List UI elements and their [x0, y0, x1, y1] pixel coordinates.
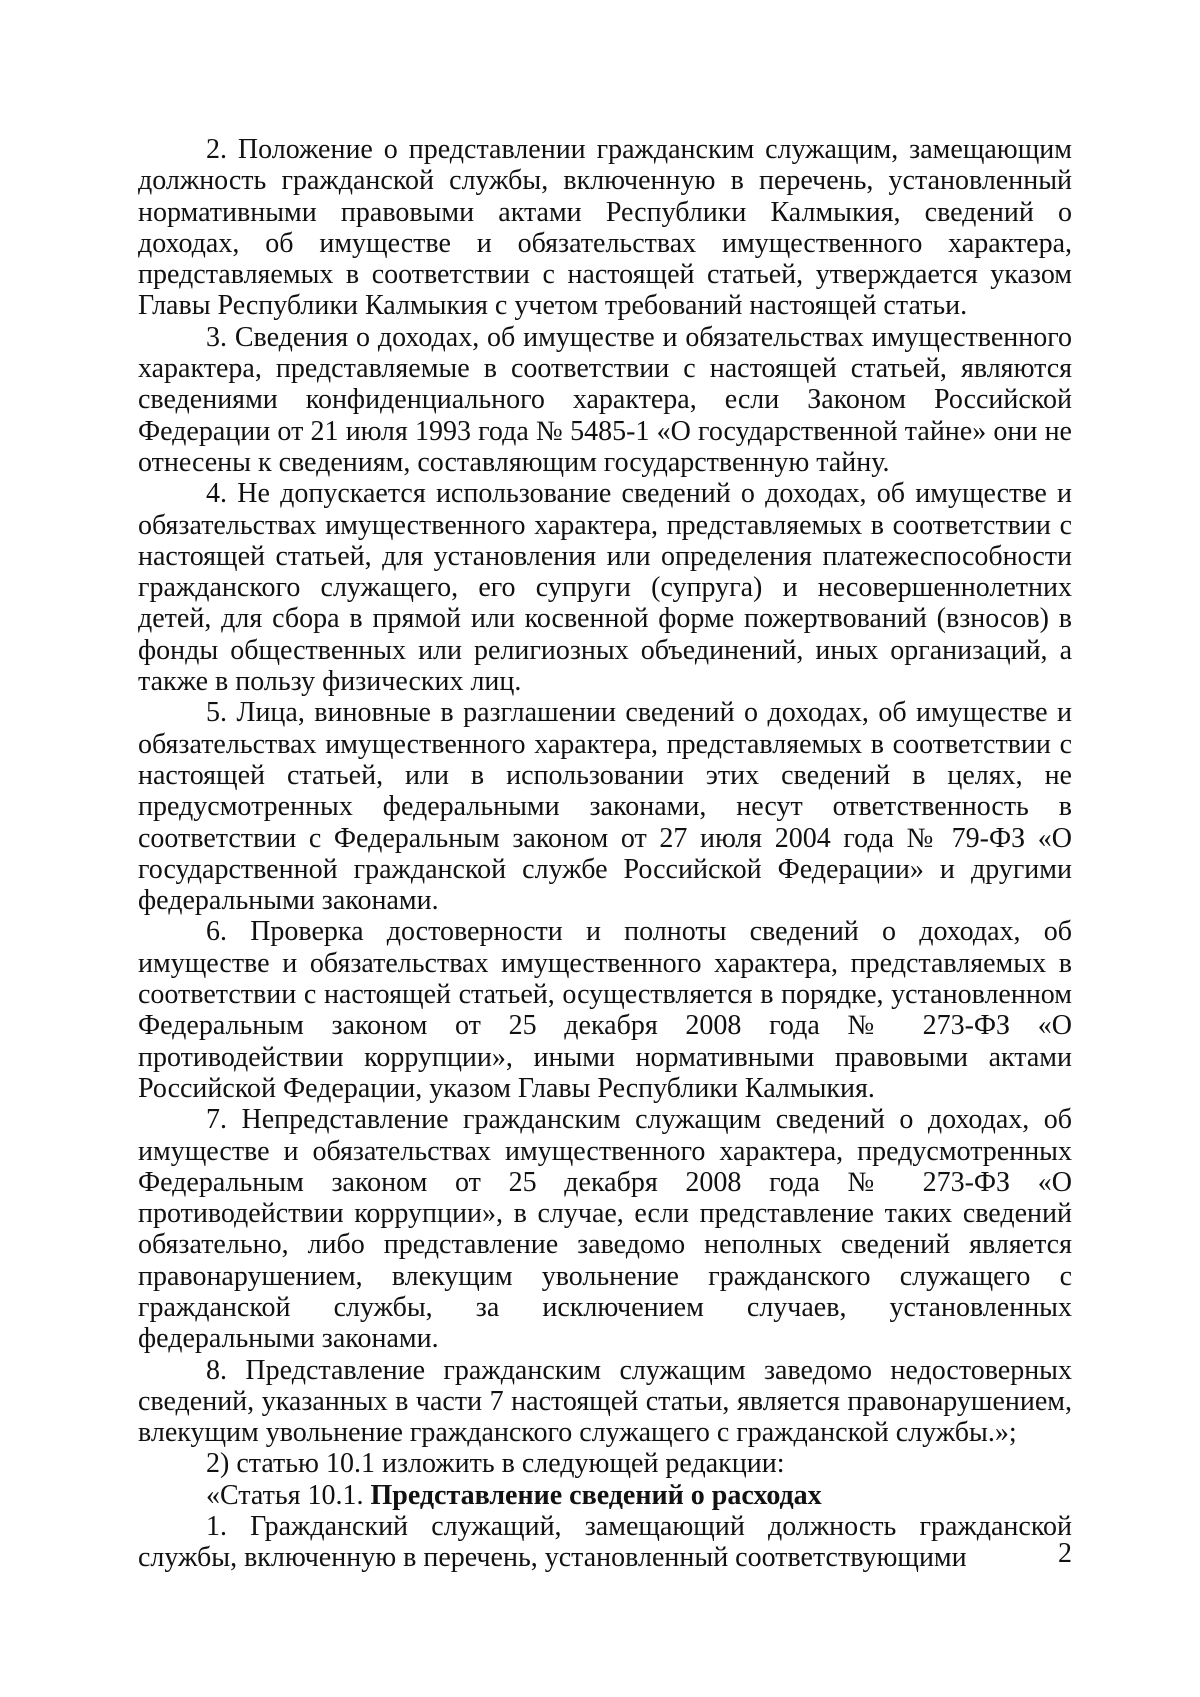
- paragraph-item-3: 3. Сведения о доходах, об имуществе и обязательствах имущественного характера, представляемые в соответствии с настоящей статьей, являются сведениями конфиденциального характера, если Законом Российской Федерации от 21 июля 1993 года № 5485-1 «О государственной тайне» они не отнесены к сведениям, составляющим государственную тайну.: [138, 321, 1072, 478]
- paragraph-item-6: 6. Проверка достоверности и полноты сведений о доходах, об имуществе и обязательствах имущественного характера, представляемых в соответствии с настоящей статьей, осуществляется в порядке, установленном Федеральным законом от 25 декабря 2008 года № 273-ФЗ «О противодействии коррупции», иными нормативными правовыми актами Российской Федерации, указом Главы Республики Калмыкия.: [138, 916, 1072, 1104]
- document-page: [138, 134, 1072, 1574]
- paragraph-item-4: 4. Не допускается использование сведений о доходах, об имуществе и обязательствах имущественного характера, представляемых в соответствии с настоящей статьей, для установления или определения платежеспособности гражданского служащего, его супруги (супруга) и несовершеннолетних детей, для сбора в прямой или косвенной форме пожертвований (взносов) в фонды общественных или религиозных объединений, иных организаций, а также в пользу физических лиц.: [138, 478, 1072, 698]
- article-heading: [138, 1480, 1072, 1511]
- paragraph-item-2: 2. Положение о представлении гражданским служащим, замещающим должность гражданской службы, включенную в перечень, установленный нормативными правовыми актами Республики Калмыкия, сведений о доходах, об имуществе и обязательствах имущественного характера, представляемых в соответствии с настоящей статьей, утверждается указом Главы Республики Калмыкия с учетом требований настоящей статьи.: [138, 134, 1072, 322]
- page-number: 2: [1058, 1538, 1072, 1569]
- paragraph-item-8: 8. Представление гражданским служащим заведомо недостоверных сведений, указанных в части 7 настоящей статьи, является правонарушением, влекущим увольнение гражданского служащего с гражданской службы.»;: [138, 1354, 1072, 1449]
- article-title: Представление сведений о расходах: [370, 1479, 822, 1511]
- article-prefix: «Статья 10.1.: [206, 1479, 371, 1511]
- paragraph-item-5: 5. Лица, виновные в разглашении сведений о доходах, об имуществе и обязательствах имущественного характера, представляемых в соответствии с настоящей статьей, или в использовании этих сведений в целях, не предусмотренных федеральными законами, несут ответственность в соответствии с Федеральным законом от 27 июля 2004 года № 79-ФЗ «О государственной гражданской службе Российской Федерации» и другими федеральными законами.: [138, 697, 1072, 917]
- amendment-instruction: 2) статью 10.1 изложить в следующей редакции:: [206, 1448, 785, 1480]
- paragraph-item-1-article: 1. Гражданский служащий, замещающий должность гражданской службы, включенную в перечень, установленный соответствующими: [138, 1511, 1072, 1574]
- paragraph-item-7: 7. Непредставление гражданским служащим сведений о доходах, об имуществе и обязательствах имущественного характера, предусмотренных Федеральным законом от 25 декабря 2008 года № 273-ФЗ «О противодействии коррупции», в случае, если представление таких сведений обязательно, либо представление заведомо неполных сведений является правонарушением, влекущим увольнение гражданского служащего с гражданской службы, за исключением случаев, установленных федеральными законами.: [138, 1104, 1072, 1355]
